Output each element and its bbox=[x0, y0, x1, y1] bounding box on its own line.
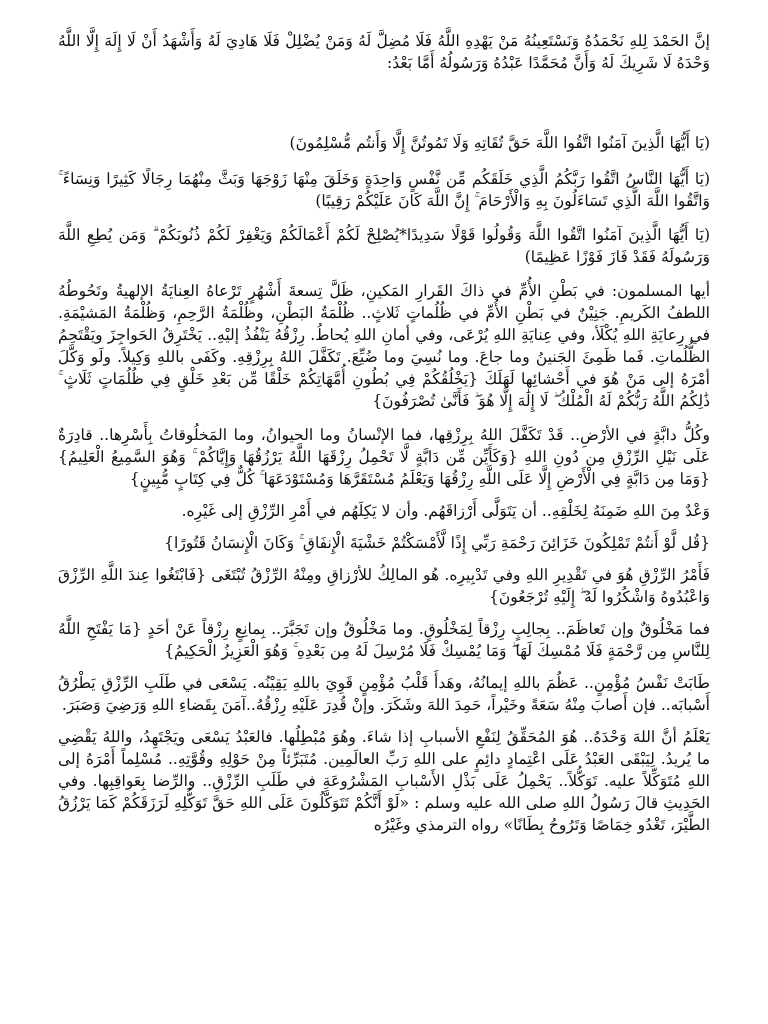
quran-verse-paragraph-2: (يَا أَيُّهَا النَّاسُ اتَّقُوا رَبَّكُمُ الَّذِي خَلَقَكُم مِّن نَّفْسٍ وَاحِدَةٍ وَخَلَقَ مِنْهَا زَوْجَهَا وَبَثَّ مِنْهُمَا رِجَالًا كَثِيرًا وَنِسَاءً ۚ وَاتَّقُوا اللَّهَ الَّذِي تَسَاءَلُونَ بِهِ وَالْأَرْحَامَ ۚ إِنَّ اللَّهَ كَانَ عَلَيْكُمْ رَقِيبًا) bbox=[58, 170, 710, 210]
sermon-paragraph-no-creature: فما مَخْلُوقٌ وإن تَعاظَمَ.. بِجالِبٍ رِزْقاً لِمَخْلُوقٍ. وما مَخْلُوقٌ وإن تَجَبَّرَ.. بِمانِعٍ رِزْقاً عَنْ أحَدٍ {مَا يَفْتَحِ اللَّهُ لِلنَّاسِ مِن رَّحْمَةٍ فَلَا مُمْسِكَ لَهَا ۖ وَمَا يُمْسِكْ فَلَا مُرْسِلَ لَهُ مِن بَعْدِهِ ۚ وَهُوَ الْعَزِيزُ الْحَكِيمُ} bbox=[58, 620, 710, 660]
quran-verse-paragraph-4: {قُل لَّوْ أَنتُمْ تَمْلِكُونَ خَزَائِنَ رَحْمَةِ رَبِّي إِذًا لَّأَمْسَكْتُمْ خَشْيَةَ الْإِنفَاقِ ۚ وَكَانَ الْإِنسَانُ قَتُورًا} bbox=[164, 534, 710, 552]
quran-verse-paragraph-3: (يَا أَيُّهَا الَّذِينَ آمَنُوا اتَّقُوا اللَّهَ وَقُولُوا قَوْلًا سَدِيدًا*يُصْلِحْ لَكُمْ أَعْمَالَكُمْ وَيَغْفِرْ لَكُمْ ذُنُوبَكُمْ ۗ وَمَن يُطِعِ اللَّهَ وَرَسُولَهُ فَقَدْ فَازَ فَوْزًا عَظِيمًا) bbox=[58, 226, 710, 266]
opening-praise-paragraph: إنَّ الحَمْدَ لِلهِ نَحْمَدُهُ وَنَسْتَعِينُهُ مَنْ يَهْدِهِ اللَّهُ فَلَا مُضِلَّ لَهُ وَمَنْ يُضْلِلْ فَلَا هَادِيَ لَهُ وَأَشْهَدُ أَنْ لَا إِلَهَ إِلَّا اللَّهُ وَحْدَهُ لَا شَرِيكَ لَهُ وَأَنَّ مُحَمَّدًا عَبْدُهُ وَرَسُولُهُ أَمَّا بَعْدُ: bbox=[58, 32, 710, 72]
sermon-paragraph-believer: طَابَتْ نَفْسُ مُؤْمِنٍ.. عَظُمَ باللهِ إيمانُهُ، وهَدأَ قَلْبُ مُؤْمِنٍ قَوِيَ باللهِ يَقِيْنُه. يَسْعَى في طَلَبِ الرِّزْقِ يَطْرُقُ أَسْبابَه.. فإن أَصابَ مِنْهُ سَعَةً وخَيْراً، حَمِدَ اللهَ وشَكَرَ. وإنْ قُدِرَ عَلَيْهِ رِزْقُهُ..آمَنَ بِقَضاءِ اللهِ وَرَضِيَ وَصَبَرَ. bbox=[58, 674, 710, 714]
sermon-paragraph-promise: وَعْدٌ مِنَ اللهِ ضَمِنَهُ لِخَلْقِهِ.. أن يَتَوَلَّى أَرْزاقَهُم. وأن لا يَكِلَهُم في أَمْرِ الرِّزْقِ إلى غَيْرِه. bbox=[181, 502, 710, 520]
sermon-paragraph-decree: فَأَمْرُ الرِّزْقِ هُوَ في تَقْدِيرِ اللهِ وفي تَدْبِيرِه. هُو المالِكُ للأرْزاقِ ومِنْهُ الرِّزْقُ تُبْتَغَى {فَابْتَغُوا عِندَ اللَّهِ الرِّزْقَ وَاعْبُدُوهُ وَاشْكُرُوا لَهُ ۖ إِلَيْهِ تُرْجَعُونَ} bbox=[58, 566, 710, 606]
sermon-paragraph-reliance: يَعْلَمُ أنَّ اللهَ وَحْدَهُ.. هُوَ المُحَقِّقُ لِنَفْعِ الأسبابِ إذا شاءَ. وهُوَ مُبْطِلُها. فالعَبْدُ يَسْعَى ويَجْتَهِدُ، واللهُ يَقْضِي ما يُريدُ. لِيَبْقَى العَبْدُ عَلَى اعْتِمادٍ دائِمٍ على اللهِ رَبِّ العالَمِين. مُتَبَرِّئاً مِنْ حَوْلِهِ وقُوَّتِهِ.. مُسْلِماً أَمْرَهُ إلى اللهِ مُتَوَكِّلاً عليه. تَوَكُّلاً.. يَحْمِلُ عَلَى بَذْلِ الأَسْبابِ المَشْرُوعَةِ في طَلَبِ الرِّزْقِ.. والرِّضا بِعَواقِبِها. وفي الحَدِيثِ قالَ رَسُولُ اللهِ صلى الله عليه وسلم : «لَوْ أَنَّكُمْ تَتَوَكَّلُونَ عَلَى اللهِ حَقَّ تَوَكُّلِهِ لَرَزَقَكُمْ كَمَا يَرْزُقُ الطَّيْرَ، تَغْدُو خِمَاصًا وَتَرُوحُ بِطَانًا» رواه الترمذي وغَيْرُه bbox=[58, 728, 710, 834]
sermon-paragraph-womb: أيها المسلمون: في بَطْنِ الأُمِّ في ذاكَ القَرارِ المَكينِ، ظَلَّ تِسعةَ أَشْهُرٍ تَرْعاهُ العِنايَةُ الإلهيةُ وتَحُوطُهُ اللطفُ الكَريمِ. جَنِيْنٌ في بَطْنِ الأُمِّ في ظُلُماتٍ ثَلاثٍ.. ظُلْمَةُ البَطْنِ، وظُلْمَةُ الرَّحِمِ، وَظُلْمَةُ المَشيْمَةِ. في رِعايَةِ اللهِ يُكْلَأ، وفي عِنايَةِ اللهِ يُرْعَى، وفي أمانِ اللهِ يُحاطُ. رِزْقُهُ يَنْفُذُ إليْهِ.. يَخْتَرِقُ الحَواجِزَ ويَقْتَحِمُ الظُّلُماتِ. فَما ظَمِئَ الجَنينُ وما جاعَ. وما نُسِيَ وما ضُيِّعَ. تَكَفَّلَ اللهُ بِرِزْقِهِ. وكَفَى باللهِ وَكِيلاً. ولَو وَكَّلَ أمْرَهُ إلى مَنْ هُوَ في أَحْشائِها لَهَلَكَ {يَخْلُقُكُمْ فِي بُطُونِ أُمَّهَاتِكُمْ خَلْقًا مِّن بَعْدِ خَلْقٍ فِي ظُلُمَاتٍ ثَلَاثٍ ۚ ذَٰلِكُمُ اللَّهُ رَبُّكُمْ لَهُ الْمُلْكُ ۖ لَا إِلَٰهَ إِلَّا هُوَ ۖ فَأَنَّىٰ تُصْرَفُونَ} bbox=[58, 282, 710, 410]
quran-verse-paragraph-1: (يَا أَيُّهَا الَّذِينَ آمَنُوا اتَّقُوا اللَّهَ حَقَّ تُقَاتِهِ وَلَا تَمُوتُنَّ إِلَّا وَأَنتُم مُّسْلِمُونَ) bbox=[289, 134, 710, 152]
sermon-paragraph-creatures: وكُلُّ دابَّةٍ في الأرْضِ.. قَدْ تَكَفَّلَ اللهُ بِرِزْقِها، فما الإنْسانُ وما الحيوانُ، وما المَخلُوقاتُ بِأَسْرِها.. قادِرَةٌ عَلَى نَيْلِ الرِّزْقِ مِن دُونِ اللهِ {وَكَأَيِّن مِّن دَابَّةٍ لَّا تَحْمِلُ رِزْقَهَا اللَّهُ يَرْزُقُهَا وَإِيَّاكُمْ ۚ وَهُوَ السَّمِيعُ الْعَلِيمُ} {وَمَا مِن دَابَّةٍ فِي الْأَرْضِ إِلَّا عَلَى اللَّهِ رِزْقُهَا وَيَعْلَمُ مُسْتَقَرَّهَا وَمُسْتَوْدَعَهَا ۚ كُلٌّ فِي كِتَابٍ مُّبِينٍ} bbox=[58, 426, 710, 488]
